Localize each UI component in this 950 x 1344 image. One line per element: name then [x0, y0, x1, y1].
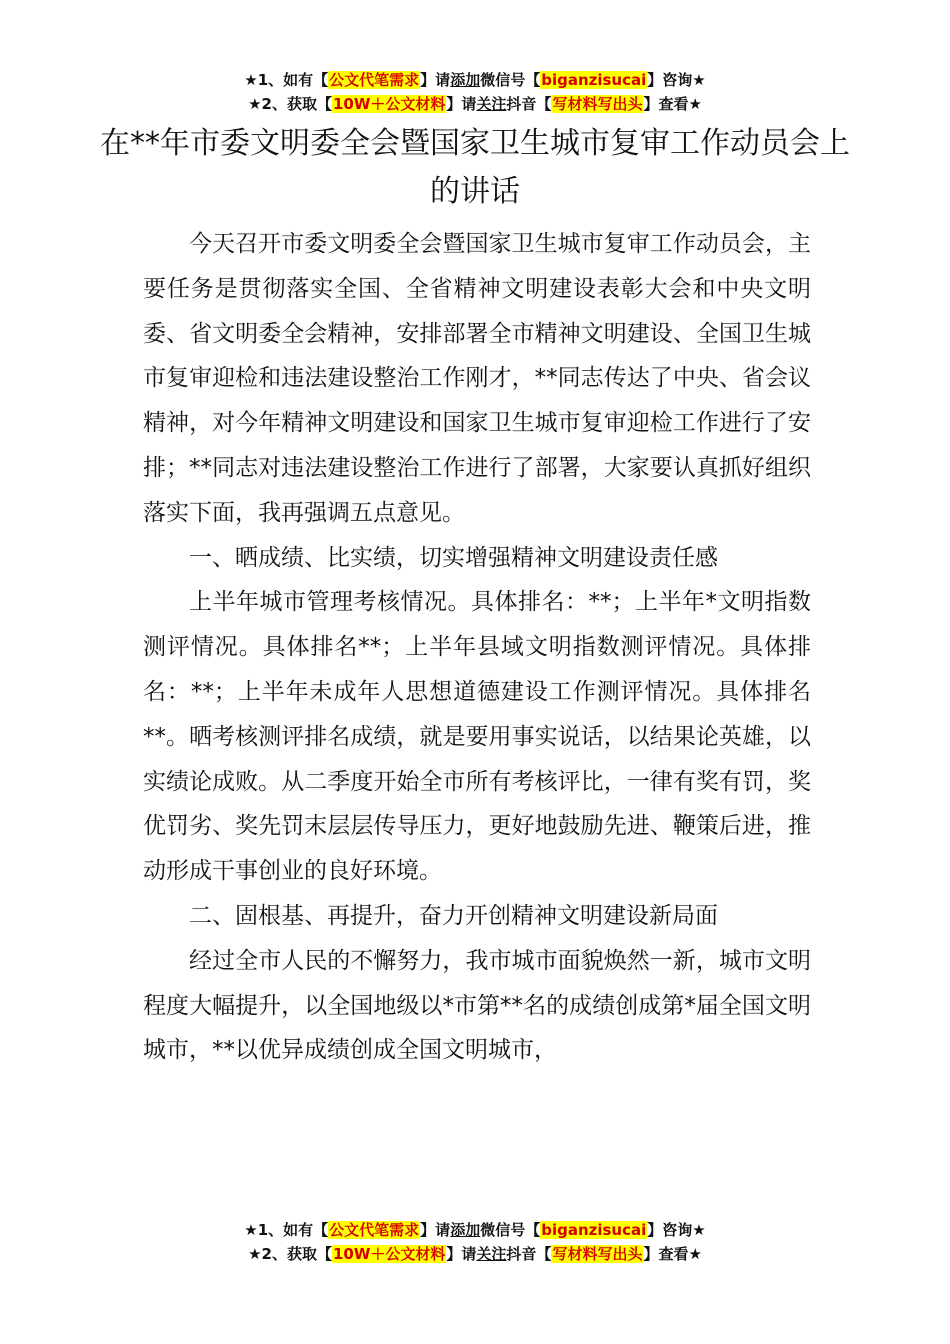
paragraph-section-1: 上半年城市管理考核情况。具体排名：**；上半年*文明指数测评情况。具体排名**；上半年县域文明指数测评情况。具体排名：**；上半年未成年人思想道德建设工作测评情况。具体排名**。晒考核测评排名成绩，就是要用事实说话，以结果论英雄，以实绩论成败。从二季度开始全市所有考核评比，一律有奖有罚，奖优罚劣、奖先罚末层层传导压力，更好地鼓励先进、鞭策后进，推动形成干事创业的良好环境。	[143, 589, 811, 885]
section-heading-1: 一、晒成绩、比实绩，切实增强精神文明建设责任感	[189, 544, 718, 571]
douyin-account: 写材料写出头	[552, 1245, 643, 1263]
section-heading-2: 二、固根基、再提升，奋力开创精神文明建设新局面	[189, 902, 718, 929]
promo-highlight: 10W＋公文材料	[332, 1245, 446, 1263]
promo-line-2: ★2、获取【10W＋公文材料】请关注抖音【写材料写出头】查看★	[248, 95, 702, 113]
document-title: 在**年市委文明委全会暨国家卫生城市复审工作动员会上的讲话	[100, 126, 850, 209]
document-body	[143, 222, 811, 1073]
douyin-account: 写材料写出头	[552, 95, 643, 113]
paragraph-intro: 今天召开市委文明委全会暨国家卫生城市复审工作动员会，主要任务是贯彻落实全国、全省精神文明建设表彰大会和中央文明委、省文明委全会精神，安排部署全市精神文明建设、全国卫生城市复审迎检和违法建设整治工作刚才，**同志传达了中央、省会议精神，对今年精神文明建设和国家卫生城市复审迎检工作进行了安排；**同志对违法建设整治工作进行了部署，大家要认真抓好组织落实下面，我再强调五点意见。	[143, 231, 811, 526]
promo-highlight: 公文代笔需求	[329, 71, 420, 89]
paragraph-section-2: 经过全市人民的不懈努力，我市城市面貌焕然一新，城市文明程度大幅提升，以全国地级以*市第**名的成绩创成第*届全国文明城市，**以优异成绩创成全国文明城市，	[143, 947, 811, 1064]
wechat-id: biganzisucai	[541, 1221, 647, 1239]
wechat-id: biganzisucai	[541, 71, 647, 89]
promo-highlight: 公文代笔需求	[329, 1221, 420, 1239]
footer-promo-banner	[0, 1218, 950, 1266]
promo-highlight: 10W＋公文材料	[332, 95, 446, 113]
promo-line-1: ★1、如有【公文代笔需求】请添加微信号【biganzisucai】咨询★	[244, 1221, 706, 1239]
header-promo-banner	[0, 68, 950, 116]
promo-line-2: ★2、获取【10W＋公文材料】请关注抖音【写材料写出头】查看★	[248, 1245, 702, 1263]
promo-line-1: ★1、如有【公文代笔需求】请添加微信号【biganzisucai】咨询★	[244, 71, 706, 89]
